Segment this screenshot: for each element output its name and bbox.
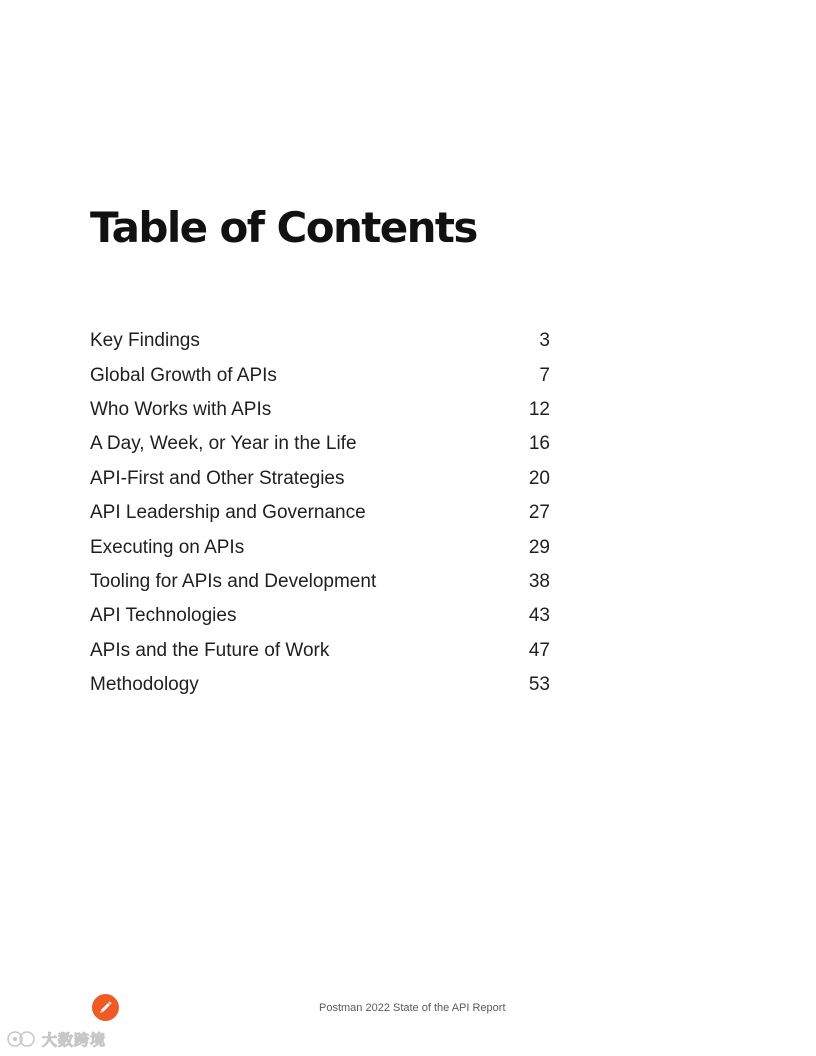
postman-logo-icon xyxy=(92,994,119,1021)
toc-entry-page-number: 20 xyxy=(528,467,550,489)
toc-entry-api-technologies[interactable] xyxy=(90,599,550,633)
toc-entry-label: Methodology xyxy=(90,674,199,696)
toc-entry-page-number: 3 xyxy=(539,330,550,352)
toc-entry-tooling[interactable] xyxy=(90,565,550,599)
toc-entry-future-of-work[interactable] xyxy=(90,634,550,668)
toc-entry-page-number: 43 xyxy=(528,605,550,627)
toc-entry-label: Key Findings xyxy=(90,330,200,352)
toc-entry-day-in-the-life[interactable] xyxy=(90,427,550,461)
watermark-text: 大数跨境 xyxy=(42,1030,107,1049)
toc-entry-page-number: 16 xyxy=(528,433,550,455)
table-of-contents xyxy=(90,324,550,702)
toc-entry-leadership-governance[interactable] xyxy=(90,496,550,530)
toc-entry-executing-on-apis[interactable] xyxy=(90,530,550,564)
toc-entry-page-number: 38 xyxy=(528,570,550,592)
toc-entry-label: API Leadership and Governance xyxy=(90,502,366,524)
toc-entry-label: Global Growth of APIs xyxy=(90,364,277,386)
toc-entry-label: API-First and Other Strategies xyxy=(90,467,345,489)
toc-entry-page-number: 12 xyxy=(528,398,550,420)
toc-entry-page-number: 27 xyxy=(528,502,550,524)
toc-entry-label: API Technologies xyxy=(90,605,237,627)
footer-report-title: Postman 2022 State of the API Report xyxy=(319,1002,506,1014)
watermark xyxy=(6,1027,106,1051)
toc-entry-methodology[interactable] xyxy=(90,668,550,702)
toc-entry-label: Executing on APIs xyxy=(90,536,245,558)
toc-entry-label: APIs and the Future of Work xyxy=(90,639,330,661)
toc-entry-who-works[interactable] xyxy=(90,393,550,427)
toc-entry-label: Tooling for APIs and Development xyxy=(90,570,377,592)
pen-icon xyxy=(98,1000,113,1015)
toc-entry-label: A Day, Week, or Year in the Life xyxy=(90,433,357,455)
toc-entry-page-number: 47 xyxy=(528,639,550,661)
toc-entry-api-first[interactable] xyxy=(90,462,550,496)
page-title: Table of Contents xyxy=(90,203,477,252)
toc-entry-page-number: 7 xyxy=(539,364,550,386)
toc-entry-label: Who Works with APIs xyxy=(90,398,272,420)
watermark-logo-icon xyxy=(6,1029,38,1049)
toc-entry-global-growth[interactable] xyxy=(90,358,550,392)
toc-entry-page-number: 29 xyxy=(528,536,550,558)
toc-entry-key-findings[interactable] xyxy=(90,324,550,358)
toc-entry-page-number: 53 xyxy=(528,674,550,696)
